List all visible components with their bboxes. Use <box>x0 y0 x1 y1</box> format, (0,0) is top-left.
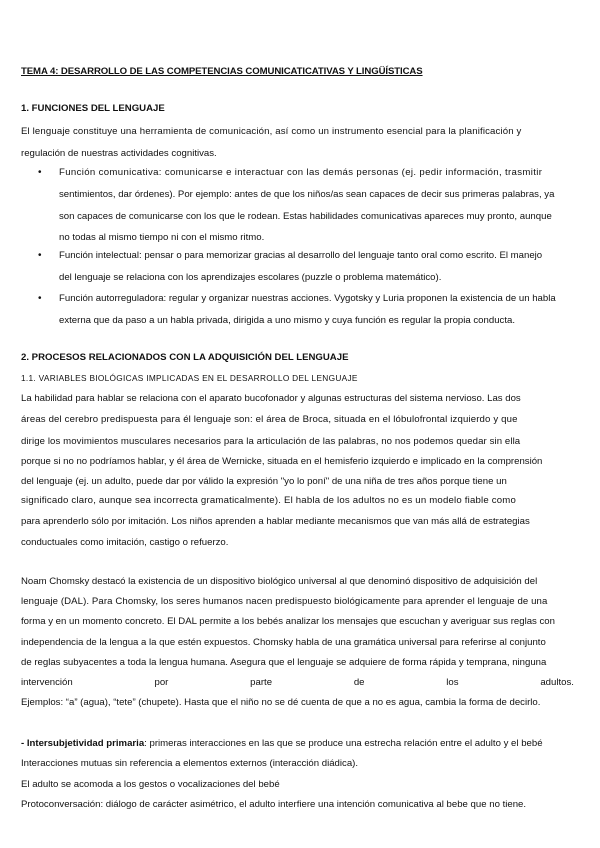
paragraph-2-line: de reglas subyacentes a toda la lengua humana. Asegura que el lenguaje se adquiere de forma rápida y temprana, ninguna <box>21 657 547 668</box>
paragraph-1-line: áreas del cerebro predispuesta para él lenguaje son: el área de Broca, situada en el lóbulofrontal izquierdo y que <box>21 414 518 425</box>
paragraph-1-line: significado claro, aunque sea incorrecta gramaticalmente). El habla de los adultos no es un modelo fiable como <box>21 495 517 506</box>
subsection-heading: 1.1. VARIABLES BIOLÓGICAS IMPLICADAS EN EL DESARROLLO DEL LENGUAJE <box>21 373 358 383</box>
word: los <box>446 677 459 688</box>
section-1-intro-line: regulación de nuestras actividades cognitivas. <box>21 148 217 159</box>
paragraph-1-line: dirige los movimientos musculares necesarios para la articulación de las palabras, no nos podemos quedar sin ella <box>21 436 521 447</box>
bullet-icon: • <box>38 293 42 304</box>
paragraph-1-line: porque si no no podríamos hablar, y él área de Wernicke, situada en el hemisferio izquierdo e implicado en la comprensión <box>21 456 543 467</box>
bullet-1-line: son capaces de comunicarse con los que le rodean. Estas habilidades comunicativas apareces muy pronto, aunque <box>59 211 552 222</box>
document-title: TEMA 4: DESARROLLO DE LAS COMPETENCIAS COMUNICATICATIVAS Y LINGÜÍSTICAS <box>21 66 423 77</box>
paragraph-1-line: conductuales como imitación, castigo o refuerzo. <box>21 537 229 548</box>
intersubjectivity-definition: : primeras interacciones en las que se produce una estrecha relación entre el adulto y el bebé <box>144 738 543 749</box>
word: por <box>154 677 169 688</box>
section-1-intro-line: El lenguaje constituye una herramienta de comunicación, así como un instrumento esencial para la planificación y <box>21 126 522 137</box>
section-1-heading: 1. FUNCIONES DEL LENGUAJE <box>21 103 165 114</box>
bullet-2-line: Función intelectual: pensar o para memorizar gracias al desarrollo del lenguaje tanto oral como escrito. El manejo <box>59 250 543 261</box>
section-2-heading: 2. PROCESOS RELACIONADOS CON LA ADQUISICIÓN DEL LENGUAJE <box>21 352 349 363</box>
paragraph-2-justified-line <box>21 677 574 689</box>
paragraph-3-line: El adulto se acomoda a los gestos o vocalizaciones del bebé <box>21 779 280 790</box>
word: de <box>353 677 365 688</box>
paragraph-3-first-line <box>21 738 543 750</box>
paragraph-2-line: Noam Chomsky destacó la existencia de un dispositivo biológico universal al que denominó dispositivo de adquisición del <box>21 576 538 587</box>
bullet-2-line: del lenguaje se relaciona con los aprendizajes escolares (puzzle o problema matemático). <box>59 272 442 283</box>
bullet-icon: • <box>38 167 42 178</box>
paragraph-3-line: Protoconversación: diálogo de carácter asimétrico, el adulto interfiere una intención comunicativa al bebe que no tiene. <box>21 799 527 810</box>
paragraph-1-line: para aprenderlo sólo por imitación. Los niños aprenden a hablar mediante mecanismos que van más allá de estrategias <box>21 516 530 527</box>
bullet-1-line: no todas al mismo tiempo ni con el mismo ritmo. <box>59 232 265 243</box>
bullet-icon: • <box>38 250 42 261</box>
bullet-1-line: Función comunicativa: comunicarse e interactuar con las demás personas (ej. pedir información, trasmitir <box>59 167 543 178</box>
bullet-3-line: externa que da paso a un habla privada, dirigida a uno mismo y cuya función es regular la propia conducta. <box>59 315 515 326</box>
paragraph-2-line: Ejemplos: “a” (agua), “tete” (chupete). Hasta que el niño no se dé cuenta de que a no es agua, cambia la forma de decirlo. <box>21 697 541 708</box>
paragraph-1-line: del lenguaje (ej. un adulto, puede dar por válido la expresión "yo lo poní" de una niña de tres años porque tiene un <box>21 476 507 487</box>
paragraph-1-line: La habilidad para hablar se relaciona con el aparato bucofonador y algunas estructuras del sistema nervioso. Las dos <box>21 393 521 404</box>
bullet-1-line: sentimientos, dar órdenes). Por ejemplo: antes de que los niños/as sean capaces de decir sus primeras palabras, ya <box>59 189 555 200</box>
word: intervención <box>21 677 73 688</box>
paragraph-2-line: forma y en un momento concreto. El DAL permite a los bebés analizar los mensajes que escuchan y averiguar sus reglas con <box>21 616 555 627</box>
word: adultos. <box>540 677 574 688</box>
paragraph-2-line: lenguaje (DAL). Para Chomsky, los seres humanos nacen predispuesto biológicamente para aprender el lenguaje de una <box>21 596 548 607</box>
paragraph-2-line: independencia de la lengua a la que estén expuestos. Chomsky habla de una gramática universal para referirse al conjunto <box>21 637 546 648</box>
bullet-3-line: Función autorreguladora: regular y organizar nuestras acciones. Vygotsky y Luria proponen la existencia de un habla <box>59 293 556 304</box>
intersubjectivity-term: - Intersubjetividad primaria <box>21 738 145 749</box>
word: parte <box>250 677 273 688</box>
paragraph-3-line: Interacciones mutuas sin referencia a elementos externos (interacción diádica). <box>21 758 359 769</box>
